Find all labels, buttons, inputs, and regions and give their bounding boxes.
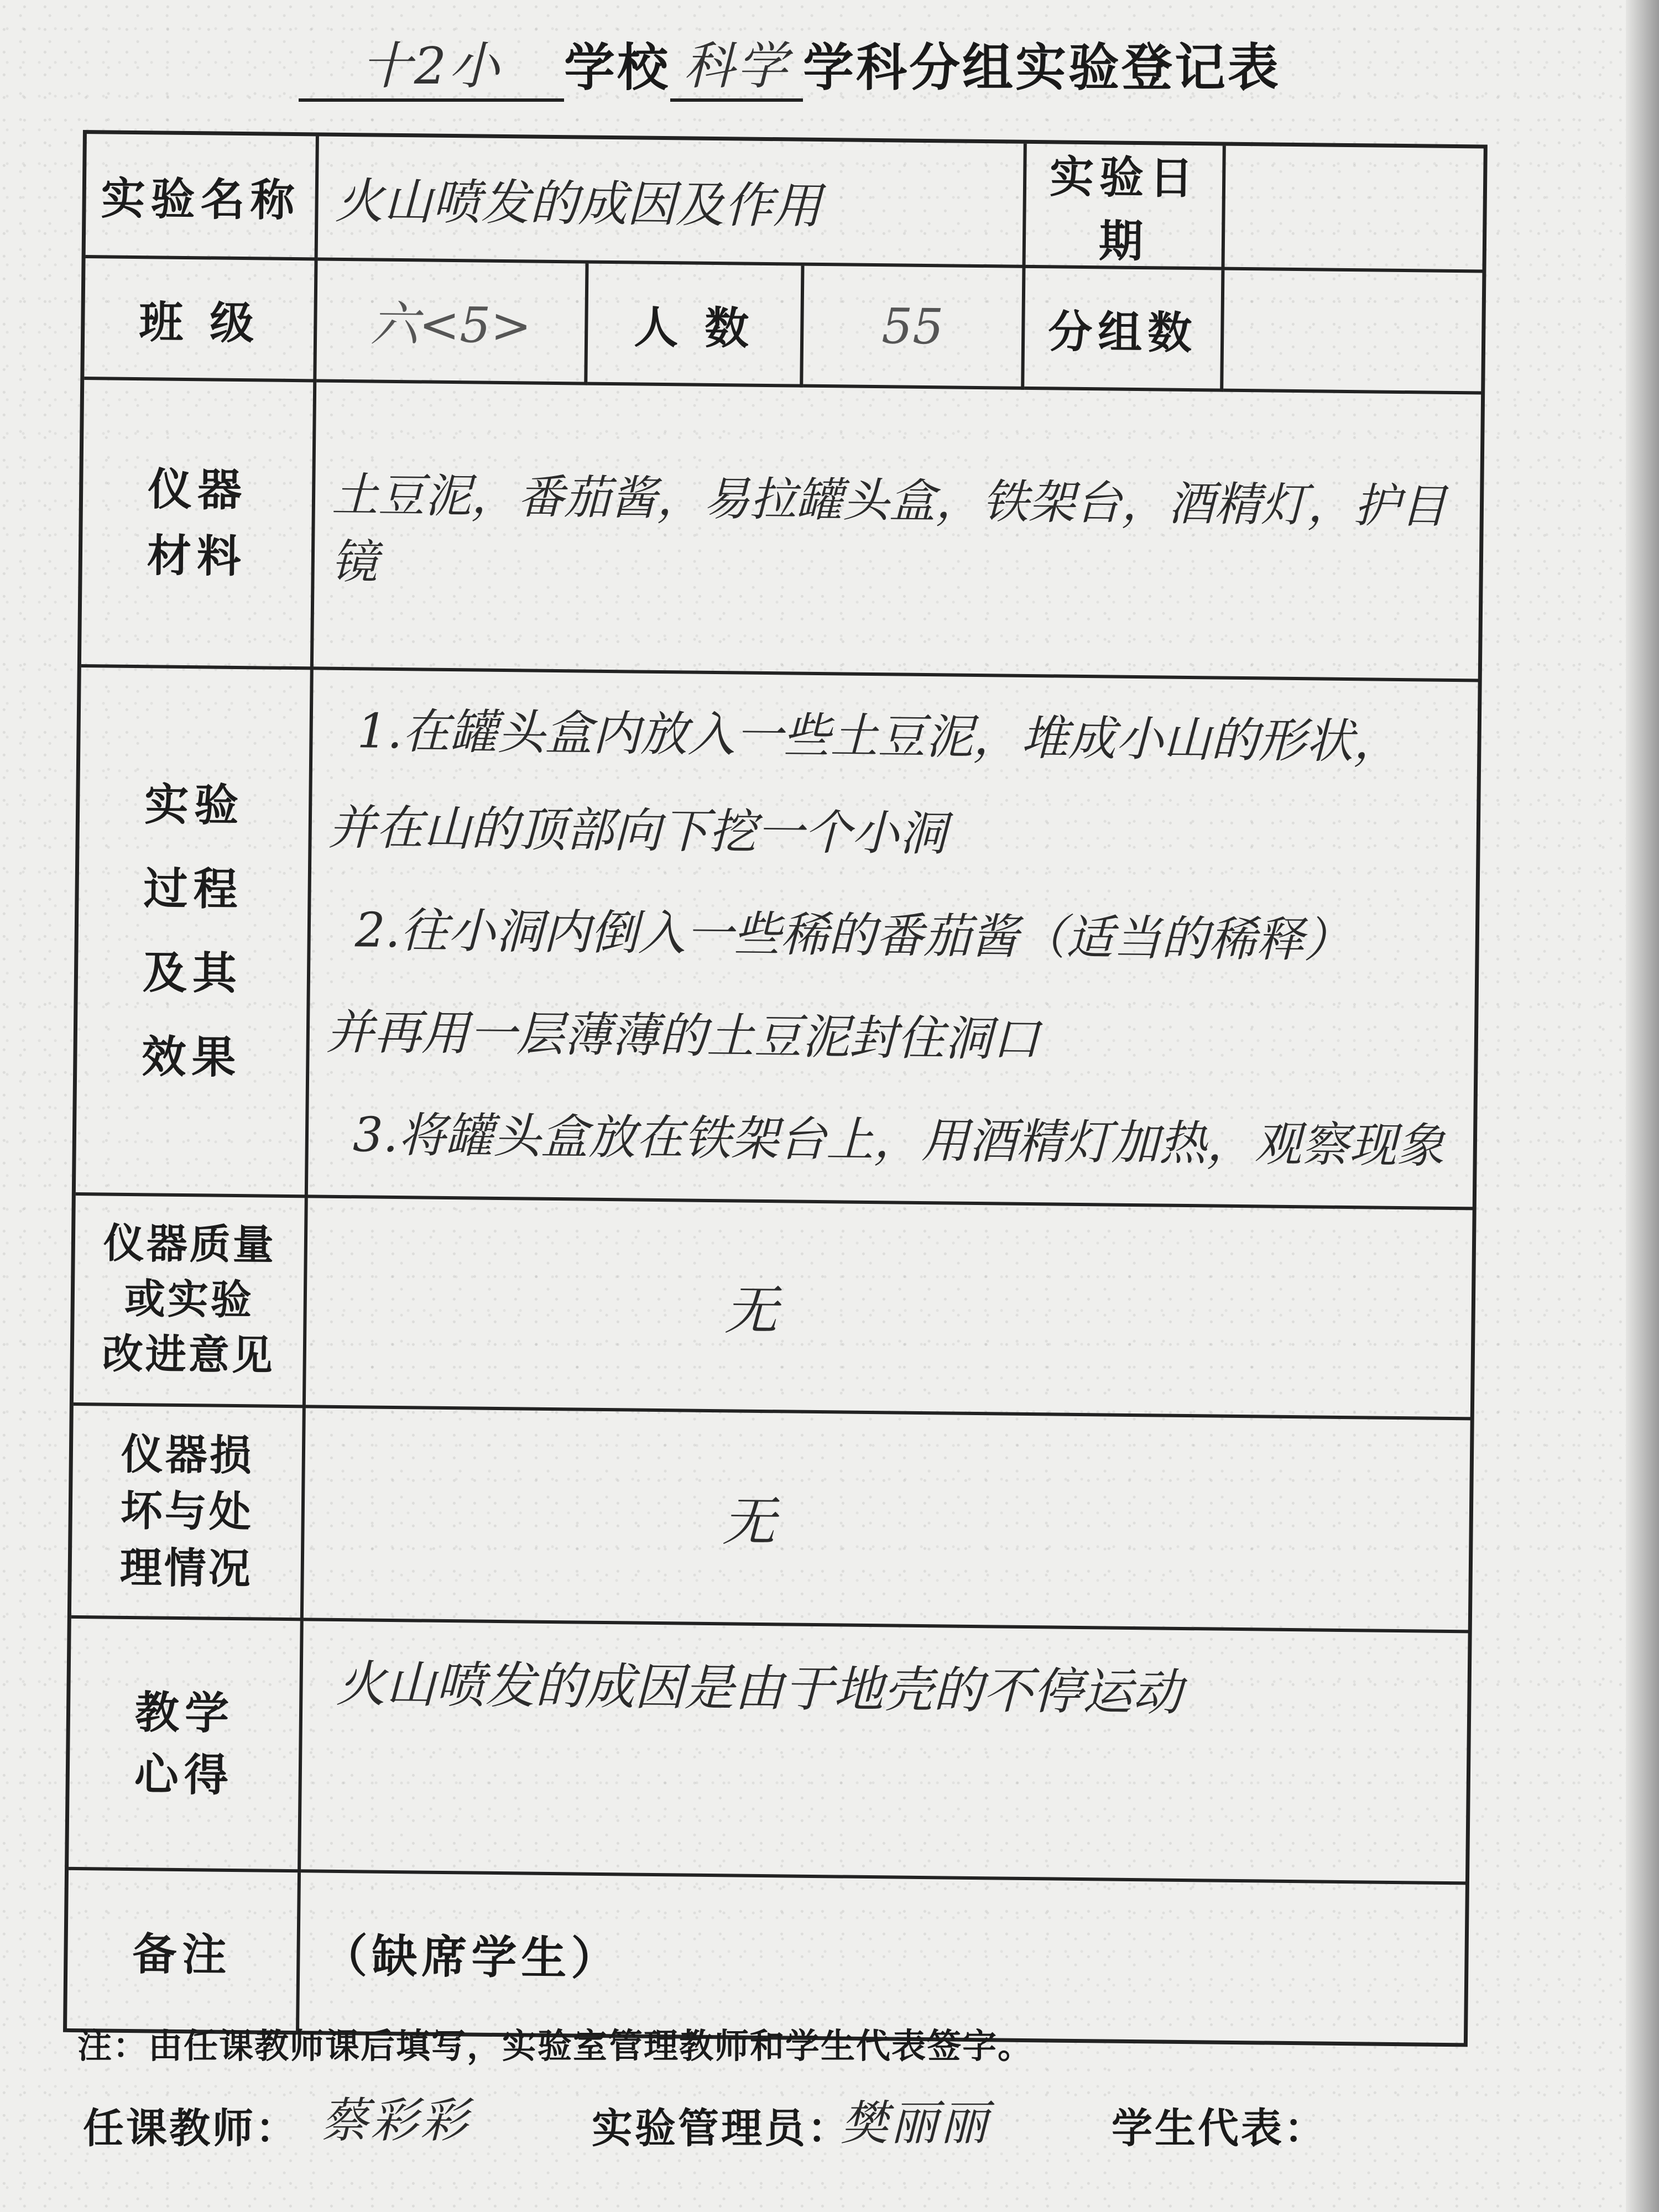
school-suffix: 学校 <box>564 38 671 97</box>
process-label-line: 实验 <box>144 778 244 831</box>
experiment-date-field[interactable] <box>1224 146 1484 273</box>
groups-label: 分组数 <box>1024 268 1224 392</box>
student-label: 学生代表： <box>1112 2105 1327 2152</box>
form-title <box>299 22 1349 105</box>
class-label: 班 级 <box>84 258 317 382</box>
process-step-line: 并再用一层薄薄的土豆泥封住洞口 <box>326 1004 1040 1068</box>
teaching-label-line: 教学 <box>134 1686 235 1739</box>
damage-label-line: 仪器损 <box>121 1429 254 1480</box>
materials-label <box>81 380 316 670</box>
experiment-date-label: 实验日期 <box>1025 144 1225 270</box>
teacher-signature[interactable]: 蔡彩彩 <box>321 2093 470 2148</box>
people-label: 人 数 <box>587 264 804 388</box>
remarks-field[interactable]: （缺席学生） <box>321 1929 621 1985</box>
subject-field[interactable]: 科学 <box>670 25 803 102</box>
process-label-line: 效果 <box>141 1030 242 1083</box>
admin-signature[interactable]: 樊丽丽 <box>841 2096 990 2151</box>
remarks-label: 备注 <box>67 1870 301 2031</box>
quality-label-line: 或实验 <box>124 1275 254 1324</box>
title-suffix: 学科分组实验登记表 <box>803 38 1281 97</box>
materials-label-line: 材料 <box>147 530 247 583</box>
admin-label: 实验管理员： <box>592 2105 851 2152</box>
teaching-text: 火山喷发的成因是由于地壳的不停运动 <box>336 1655 1183 1722</box>
footer-note: 注：由任课教师课后填写，实验室管理教师和学生代表签字。 <box>77 2026 1034 2066</box>
quality-label-line: 仪器质量 <box>103 1219 276 1269</box>
damage-label <box>71 1406 306 1621</box>
materials-field[interactable]: 土豆泥，番茄酱，易拉罐头盒，铁架台，酒精灯，护目镜 <box>314 382 1481 682</box>
process-step-line: 1.在罐头盒内放入一些土豆泥，堆成小山的形状， <box>357 703 1402 770</box>
process-field[interactable] <box>308 670 1479 1210</box>
teacher-label: 任课教师： <box>83 2105 299 2152</box>
experiment-name-label: 实验名称 <box>86 134 319 260</box>
materials-label-line: 仪器 <box>147 463 248 517</box>
process-label <box>76 667 314 1198</box>
groups-field[interactable] <box>1223 270 1483 395</box>
class-field[interactable]: 六<5> <box>316 260 588 385</box>
teaching-label-line: 心得 <box>134 1748 234 1801</box>
process-label-line: 及其 <box>142 946 243 999</box>
experiment-name-field[interactable]: 火山喷发的成因及作用 <box>318 136 1027 268</box>
page-shadow-edge <box>1626 0 1659 2212</box>
teaching-field[interactable] <box>301 1621 1469 1885</box>
process-label-line: 过程 <box>143 862 244 915</box>
damage-label-line: 理情况 <box>119 1542 253 1594</box>
quality-field[interactable]: 无 <box>306 1198 1473 1420</box>
teaching-label <box>69 1619 304 1872</box>
school-name-field[interactable]: 十2小 <box>299 25 564 102</box>
damage-label-line: 坏与处 <box>120 1486 254 1537</box>
process-step-line: 2.往小洞内倒入一些稀的番茄酱（适当的稀释） <box>354 902 1352 969</box>
damage-field[interactable]: 无 <box>304 1408 1471 1633</box>
quality-label-line: 改进意见 <box>102 1330 275 1380</box>
quality-label <box>74 1196 308 1408</box>
registration-table <box>63 130 1488 2047</box>
process-step-line: 3.将罐头盒放在铁架台上，用酒精灯加热，观察现象 <box>352 1107 1445 1174</box>
people-field[interactable]: 55 <box>803 266 1025 390</box>
process-step-line: 并在山的顶部向下挖一个小洞 <box>328 800 947 862</box>
